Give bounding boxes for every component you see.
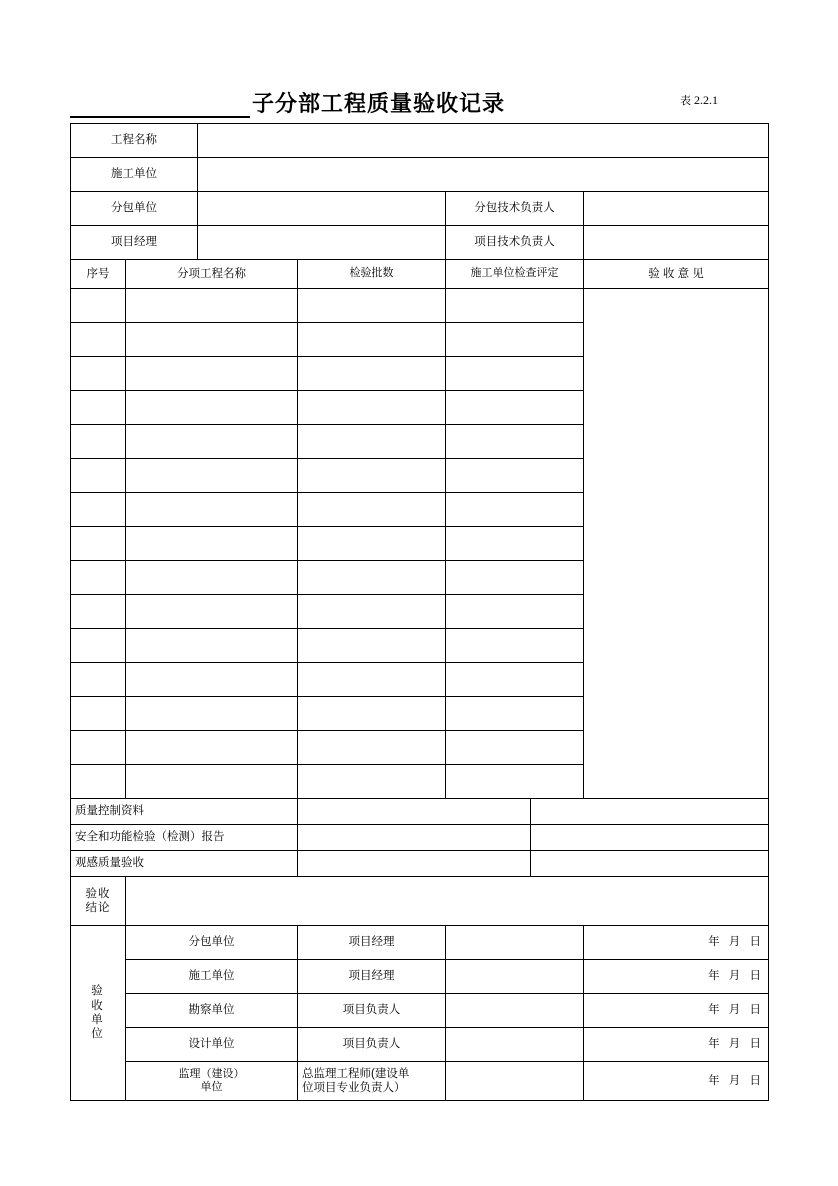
cell-no[interactable] — [71, 493, 126, 527]
label-conclusion-line1: 验收 — [85, 887, 111, 900]
signature-role-label: 项目负责人 — [298, 994, 446, 1028]
form-number-label: 表 — [680, 95, 691, 107]
cell-item-name[interactable] — [126, 391, 298, 425]
cell-no[interactable] — [71, 629, 126, 663]
label-acceptance-units — [71, 926, 126, 1101]
label-project-name: 工程名称 — [71, 124, 198, 158]
cell-no[interactable] — [71, 663, 126, 697]
value-sub-tech-leader[interactable] — [584, 192, 769, 226]
cell-self-check[interactable] — [446, 765, 584, 799]
signature-value[interactable] — [446, 926, 584, 960]
column-header-batches: 检验批数 — [298, 260, 446, 289]
column-header-opinion: 验 收 意 见 — [584, 260, 769, 289]
cell-self-check[interactable] — [446, 459, 584, 493]
cell-item-name[interactable] — [126, 731, 298, 765]
cell-no[interactable] — [71, 527, 126, 561]
cell-batches[interactable] — [298, 561, 446, 595]
signature-unit-label: 分包单位 — [126, 926, 298, 960]
form-number-value: 2.2.1 — [694, 93, 718, 107]
cell-no[interactable] — [71, 391, 126, 425]
label-conclusion — [71, 877, 126, 926]
cell-batches[interactable] — [298, 323, 446, 357]
row-project-manager — [71, 226, 769, 260]
column-header-item-name: 分项工程名称 — [126, 260, 298, 289]
cell-batches[interactable] — [298, 663, 446, 697]
signature-date[interactable]: 年 月 日 — [584, 1028, 769, 1062]
cell-batches[interactable] — [298, 765, 446, 799]
value-quality-control-docs-2[interactable] — [531, 799, 769, 825]
cell-batches[interactable] — [298, 595, 446, 629]
cell-self-check[interactable] — [446, 323, 584, 357]
cell-batches[interactable] — [298, 493, 446, 527]
cell-batches[interactable] — [298, 391, 446, 425]
cell-item-name[interactable] — [126, 697, 298, 731]
value-project-manager[interactable] — [198, 226, 446, 260]
cell-batches[interactable] — [298, 459, 446, 493]
value-safety-function-report-1[interactable] — [298, 825, 531, 851]
acceptance-record-table — [70, 123, 769, 1101]
signature-unit-label-line2: 单位 — [200, 1081, 223, 1093]
signature-row-construction — [71, 960, 769, 994]
cell-no[interactable] — [71, 289, 126, 323]
row-appearance-quality — [71, 851, 769, 877]
signature-value[interactable] — [446, 1028, 584, 1062]
cell-self-check[interactable] — [446, 697, 584, 731]
signature-date[interactable]: 年 月 日 — [584, 926, 769, 960]
title-blank-line — [70, 90, 250, 118]
cell-self-check[interactable] — [446, 629, 584, 663]
signature-role-label-line1: 总监理工程师(建设单 — [302, 1067, 410, 1080]
cell-no[interactable] — [71, 323, 126, 357]
label-acceptance-units-char-3: 位 — [91, 1028, 105, 1041]
value-conclusion[interactable] — [126, 877, 769, 926]
cell-batches[interactable] — [298, 527, 446, 561]
cell-no[interactable] — [71, 357, 126, 391]
table-header-row — [71, 260, 769, 289]
signature-role-label: 项目经理 — [298, 960, 446, 994]
signature-date[interactable]: 年 月 日 — [584, 1062, 769, 1101]
cell-item-name[interactable] — [126, 595, 298, 629]
cell-self-check[interactable] — [446, 289, 584, 323]
cell-batches[interactable] — [298, 425, 446, 459]
cell-item-name[interactable] — [126, 629, 298, 663]
signature-row-supervision — [71, 1062, 769, 1101]
cell-no[interactable] — [71, 697, 126, 731]
signature-value[interactable] — [446, 1062, 584, 1101]
label-appearance-quality: 观感质量验收 — [71, 851, 298, 877]
signature-unit-label: 施工单位 — [126, 960, 298, 994]
label-safety-function-report: 安全和功能检验（检测）报告 — [71, 825, 298, 851]
row-safety-function-report — [71, 825, 769, 851]
signature-date[interactable]: 年 月 日 — [584, 960, 769, 994]
cell-no[interactable] — [71, 425, 126, 459]
row-conclusion — [71, 877, 769, 926]
row-quality-control-docs — [71, 799, 769, 825]
row-subcontractor — [71, 192, 769, 226]
value-subcontractor[interactable] — [198, 192, 446, 226]
column-header-self-check: 施工单位检查评定 — [446, 260, 584, 289]
signature-role-label — [298, 1062, 446, 1101]
cell-self-check[interactable] — [446, 357, 584, 391]
cell-no[interactable] — [71, 459, 126, 493]
column-header-no: 序号 — [71, 260, 126, 289]
value-quality-control-docs-1[interactable] — [298, 799, 531, 825]
signature-role-label: 项目负责人 — [298, 1028, 446, 1062]
label-acceptance-units-char-0: 验 — [91, 985, 105, 998]
cell-item-name[interactable] — [126, 561, 298, 595]
cell-no[interactable] — [71, 595, 126, 629]
signature-value[interactable] — [446, 960, 584, 994]
cell-item-name[interactable] — [126, 527, 298, 561]
cell-self-check[interactable] — [446, 595, 584, 629]
cell-item-name[interactable] — [126, 357, 298, 391]
cell-self-check[interactable] — [446, 561, 584, 595]
cell-item-name[interactable] — [126, 765, 298, 799]
label-quality-control-docs: 质量控制资料 — [71, 799, 298, 825]
signature-unit-label-line1: 监理（建设） — [178, 1067, 245, 1080]
signature-row-subcontractor — [71, 926, 769, 960]
value-project-tech-leader[interactable] — [584, 226, 769, 260]
signature-date[interactable]: 年 月 日 — [584, 994, 769, 1028]
label-conclusion-line2: 结论 — [85, 902, 111, 914]
cell-batches[interactable] — [298, 731, 446, 765]
cell-item-name[interactable] — [126, 323, 298, 357]
table-row — [71, 289, 769, 323]
cell-batches[interactable] — [298, 697, 446, 731]
label-sub-tech-leader: 分包技术负责人 — [446, 192, 584, 226]
label-project-tech-leader: 项目技术负责人 — [446, 226, 584, 260]
value-construction-unit[interactable] — [198, 158, 769, 192]
value-safety-function-report-2[interactable] — [531, 825, 769, 851]
label-construction-unit: 施工单位 — [71, 158, 198, 192]
value-project-name[interactable] — [198, 124, 769, 158]
label-acceptance-units-char-2: 单 — [91, 1014, 105, 1026]
row-project-name — [71, 124, 769, 158]
label-acceptance-units-char-1: 收 — [91, 999, 105, 1012]
signature-row-survey — [71, 994, 769, 1028]
cell-self-check[interactable] — [446, 493, 584, 527]
cell-item-name[interactable] — [126, 425, 298, 459]
cell-batches[interactable] — [298, 357, 446, 391]
signature-role-label: 项目经理 — [298, 926, 446, 960]
cell-item-name[interactable] — [126, 289, 298, 323]
cell-self-check[interactable] — [446, 391, 584, 425]
cell-item-name[interactable] — [126, 663, 298, 697]
value-appearance-quality-2[interactable] — [531, 851, 769, 877]
document-title — [70, 78, 770, 118]
cell-no[interactable] — [71, 561, 126, 595]
cell-no[interactable] — [71, 731, 126, 765]
cell-self-check[interactable] — [446, 425, 584, 459]
cell-self-check[interactable] — [446, 663, 584, 697]
signature-unit-label: 勘察单位 — [126, 994, 298, 1028]
cell-acceptance-opinion[interactable] — [584, 289, 769, 799]
cell-self-check[interactable] — [446, 731, 584, 765]
cell-batches[interactable] — [298, 289, 446, 323]
cell-item-name[interactable] — [126, 459, 298, 493]
title-text: 子分部工程质量验收记录 — [252, 92, 506, 117]
cell-item-name[interactable] — [126, 493, 298, 527]
label-project-manager: 项目经理 — [71, 226, 198, 260]
signature-unit-label — [126, 1062, 298, 1101]
cell-no[interactable] — [71, 765, 126, 799]
cell-batches[interactable] — [298, 629, 446, 663]
signature-unit-label: 设计单位 — [126, 1028, 298, 1062]
signature-role-label-line2: 位项目专业负责人） — [302, 1082, 406, 1094]
form-number — [680, 92, 718, 108]
row-construction-unit — [71, 158, 769, 192]
label-subcontractor: 分包单位 — [71, 192, 198, 226]
value-appearance-quality-1[interactable] — [298, 851, 531, 877]
signature-row-design — [71, 1028, 769, 1062]
cell-self-check[interactable] — [446, 527, 584, 561]
signature-value[interactable] — [446, 994, 584, 1028]
